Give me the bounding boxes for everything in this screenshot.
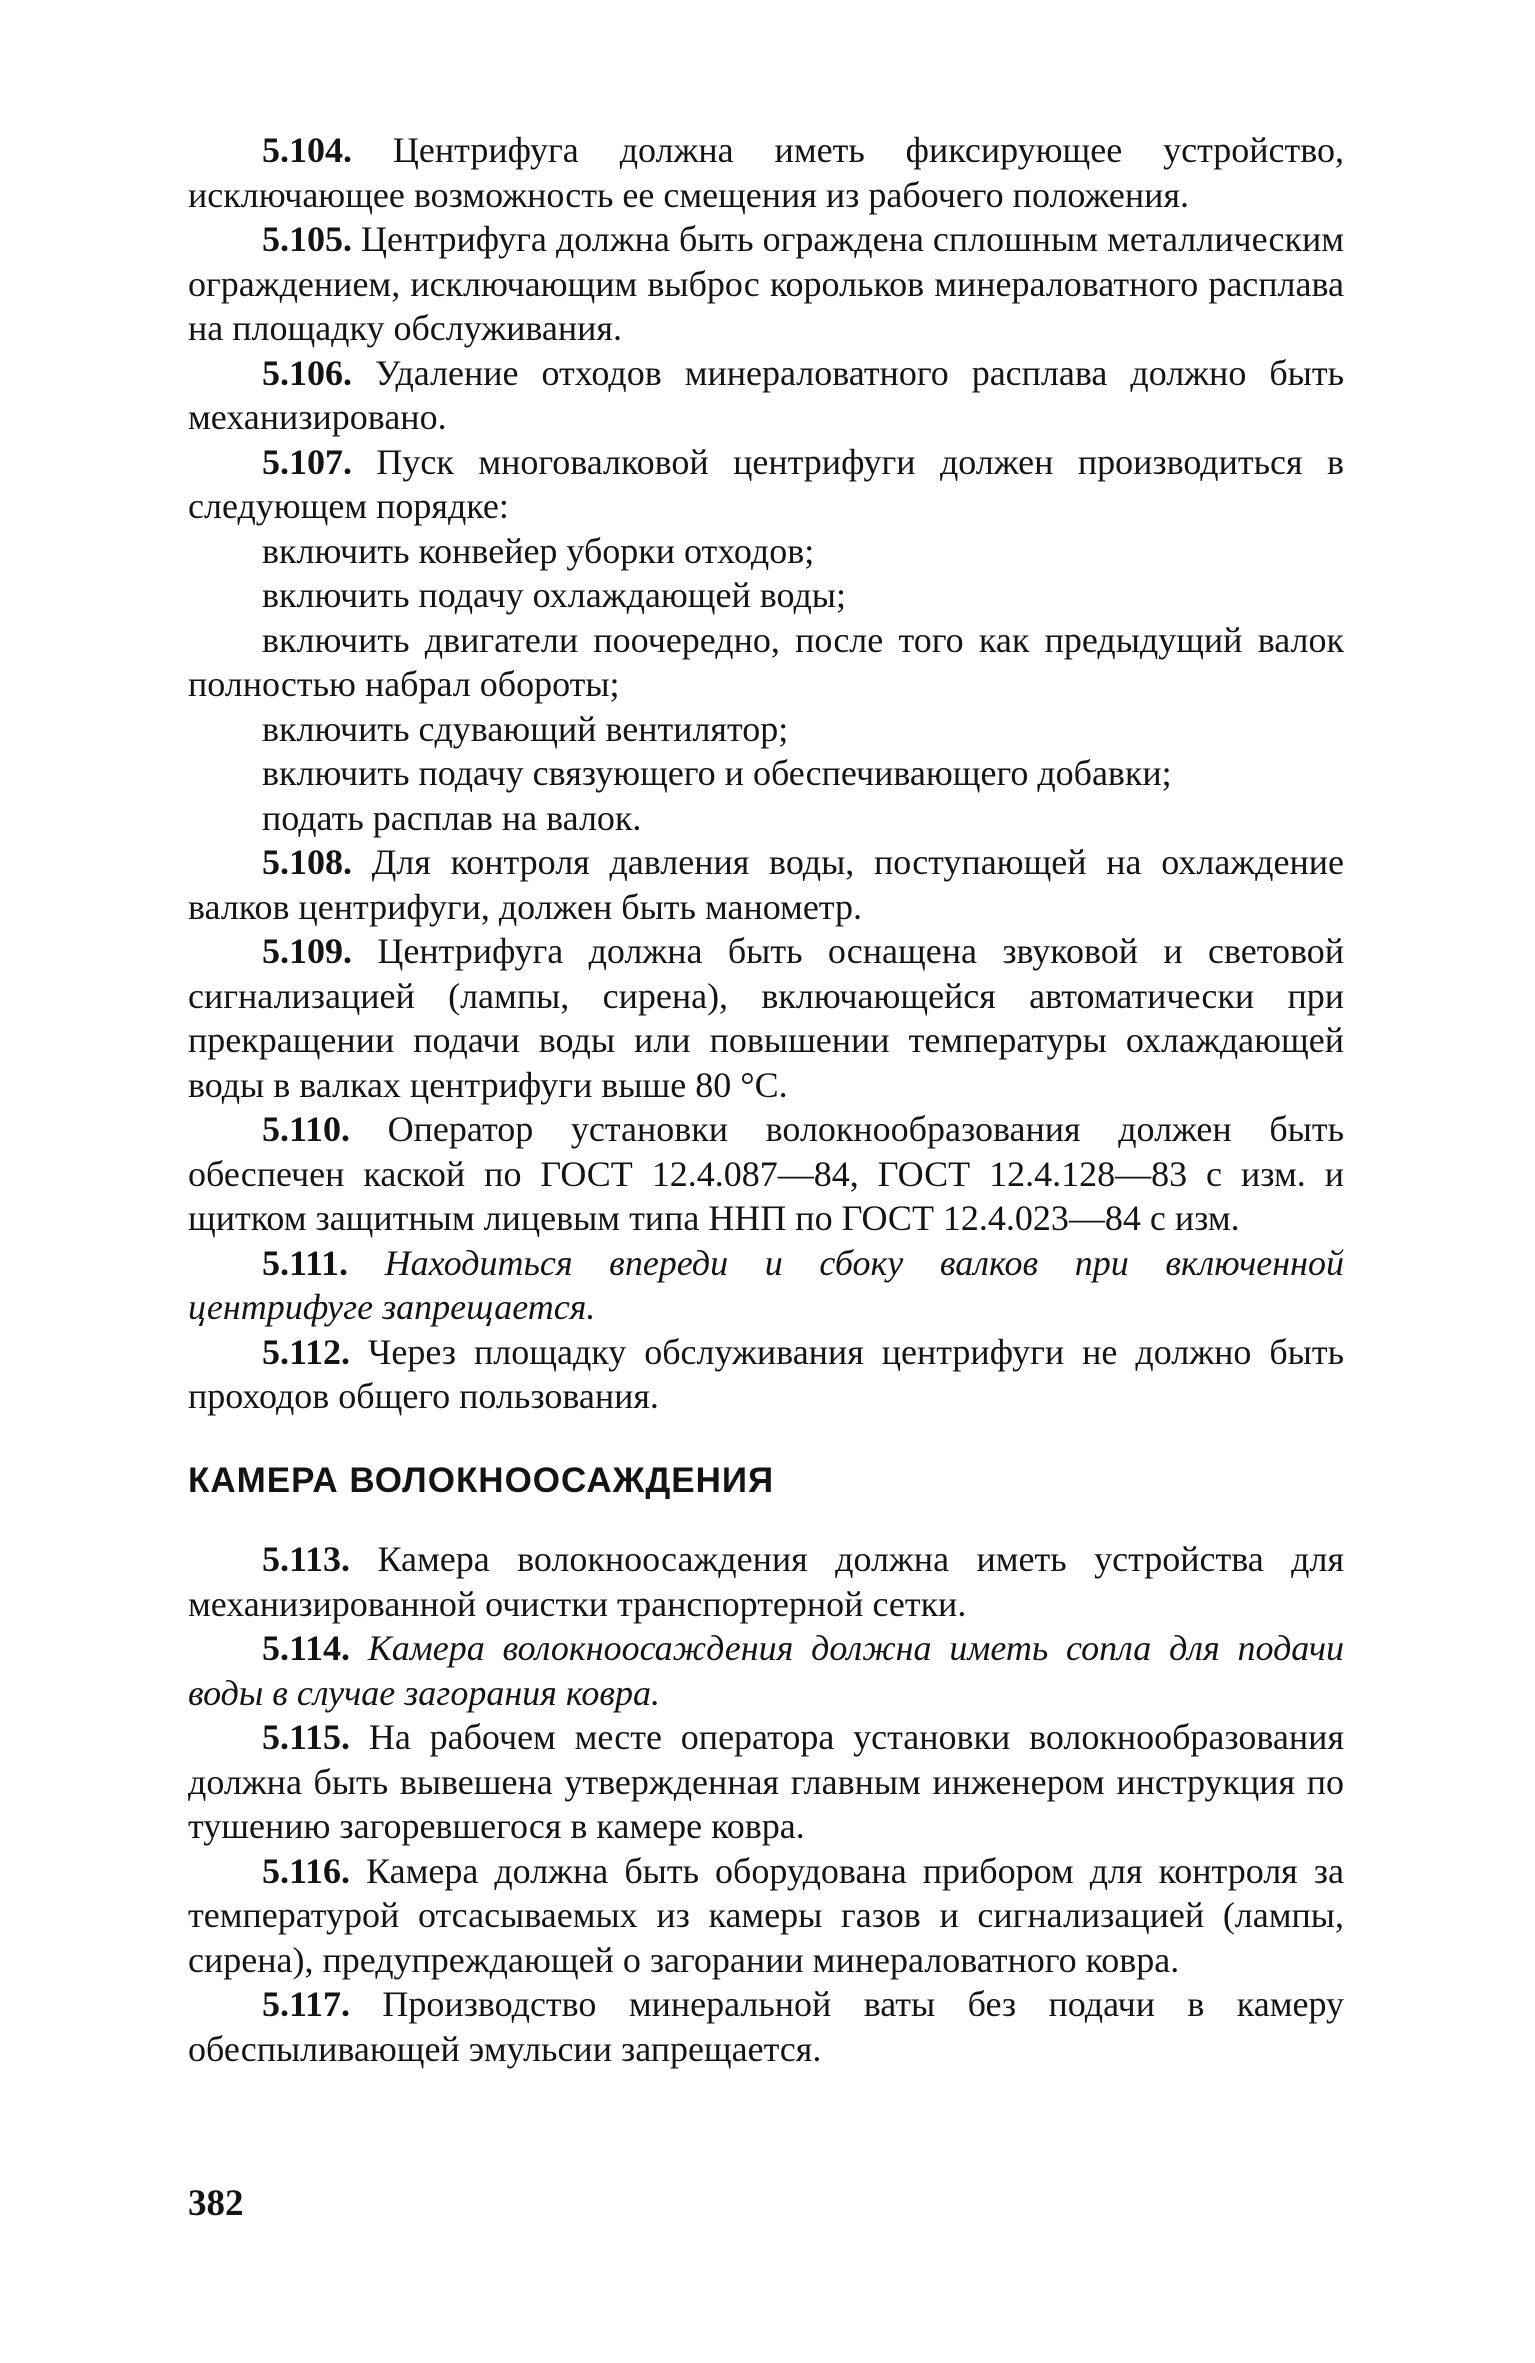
clause-text: Камера должна быть оборудована прибором для контроля за температурой отсасываемых из камеры газов и сигнализацией (лампы, сирена), предупреждающей о загорании минераловатного ковра. <box>188 1850 1344 1980</box>
paragraph-5-107 <box>188 440 1344 529</box>
clause-number: 5.113. <box>262 1539 351 1579</box>
startup-step: включить подачу связующего и обеспечивающего добавки; <box>262 753 1172 793</box>
paragraph-5-109 <box>188 929 1344 1107</box>
paragraph-5-110 <box>188 1107 1344 1241</box>
clause-text: Центрифуга должна быть ограждена сплошным металлическим ограждением, исключающим выброс корольков минераловатного расплава на площадку обслуживания. <box>188 219 1344 348</box>
clause-text: Находиться впереди и сбоку валков при включенной центрифуге запрещается. <box>188 1242 1344 1327</box>
clause-text: Через площадку обслуживания центрифуги не должно быть проходов общего пользования. <box>188 1331 1344 1416</box>
startup-step: включить конвейер уборки отходов; <box>262 530 815 571</box>
paragraph-5-114 <box>188 1626 1344 1715</box>
clause-text: Удаление отходов минераловатного расплава должно быть механизировано. <box>188 352 1344 437</box>
paragraph-5-105 <box>188 217 1344 351</box>
page-number: 382 <box>188 2183 244 2224</box>
clause-number: 5.112. <box>262 1331 351 1372</box>
clause-number: 5.116. <box>262 1850 351 1891</box>
clause-number: 5.107. <box>262 441 352 482</box>
clause-number: 5.105. <box>262 219 352 259</box>
paragraph-5-108 <box>188 840 1344 929</box>
paragraph-5-113 <box>188 1537 1344 1626</box>
paragraph-5-117 <box>188 1982 1344 2071</box>
clause-number: 5.108. <box>262 842 352 882</box>
startup-step: включить подачу охлаждающей воды; <box>262 575 846 615</box>
clause-number: 5.104. <box>262 130 352 170</box>
clause-number: 5.114. <box>262 1628 351 1668</box>
clause-number: 5.110. <box>262 1109 351 1149</box>
paragraph-5-104 <box>188 128 1344 217</box>
clause-text: На рабочем месте оператора установки волокнообразования должна быть вывешена утвержденная главным инженером инструкция по тушению загоревшегося в камере ковра. <box>188 1717 1344 1846</box>
paragraph-5-115 <box>188 1715 1344 1849</box>
clause-text: Для контроля давления воды, поступающей на охлаждение валков центрифуги, должен быть манометр. <box>188 842 1344 927</box>
clause-text: Оператор установки волокнообразования должен быть обеспечен каской по ГОСТ 12.4.087—84, ГОСТ 12.4.128—83 с изм. и щитком защитным лицевым типа ННП по ГОСТ 12.4.023—84 с изм. <box>188 1109 1344 1238</box>
clause-text: Центрифуга должна быть оснащена звуковой и световой сигнализацией (лампы, сирена), включающейся автоматически при прекращении подачи воды или повышении температуры охлаждающей воды в валках центрифуги выше 80 °С. <box>188 931 1344 1105</box>
startup-step: подать расплав на валок. <box>262 797 642 838</box>
paragraph-5-111 <box>188 1241 1344 1330</box>
clause-number: 5.109. <box>262 931 352 971</box>
startup-step: включить сдувающий вентилятор; <box>262 708 789 749</box>
clause-number: 5.106. <box>262 352 352 393</box>
clause-text: Центрифуга должна иметь фиксирующее устройство, исключающее возможность ее смещения из рабочего положения. <box>188 130 1344 215</box>
body-text <box>188 128 1344 2071</box>
startup-step: включить двигатели поочередно, после того как предыдущий валок полностью набрал обороты; <box>188 619 1344 704</box>
section-heading: КАМЕРА ВОЛОКНООСАЖДЕНИЯ <box>188 1460 775 1500</box>
clause-text: Производство минеральной ваты без подачи в камеру обеспыливающей эмульсии запрещается. <box>188 1984 1344 2069</box>
clause-number: 5.115. <box>262 1717 351 1757</box>
clause-number: 5.117. <box>262 1984 351 2024</box>
paragraph-5-106 <box>188 351 1344 440</box>
clause-number: 5.111. <box>262 1242 349 1283</box>
clause-text: Камера волокноосаждения должна иметь сопла для подачи воды в случае загорания ковра. <box>188 1628 1344 1713</box>
paragraph-5-116 <box>188 1849 1344 1983</box>
clause-text: Пуск многовалковой центрифуги должен производиться в следующем порядке: <box>188 441 1344 526</box>
paragraph-5-112 <box>188 1330 1344 1419</box>
clause-text: Камера волокноосаждения должна иметь устройства для механизированной очистки транспортерной сетки. <box>188 1539 1344 1624</box>
